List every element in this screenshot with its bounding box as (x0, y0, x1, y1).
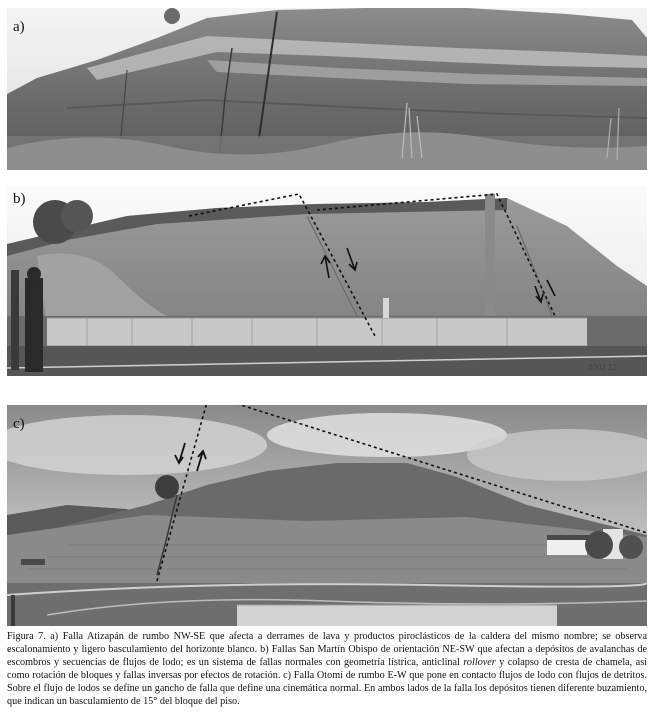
photo-panel-a (7, 8, 647, 170)
panel-label-a: a) (13, 19, 25, 35)
photo-panel-b (7, 186, 647, 376)
caption-text-part1: Figura 7. a) Falla Atizapán de rumbo NW-SE que afecta a derrames de lava y productos piroclásticos de la caldera del mismo nombre; se observa escalonamiento y ligero basculamiento del horizonte blanco. b) Fallas San Martín Obispo de orientación NE-SW que afectan a depósitos de avalanchas de escombros y secuencias de flujos de lodo; es un sistema de fallas normales con geometría lístrica, anticlinal (7, 631, 647, 668)
outcrop-photo-b (7, 186, 647, 376)
caption-text-part2: y colapso de cresta de chamela, así como rotación de bloques y fallas inversas por efectos de rotación. c) Falla Otomí de rumbo E-W que pone en contacto flujos de lodo con flujos de detritos. Sobre el flujo de lodos se define un gancho de falla que define una cinemática normal. En ambos lados de la falla los depósitos tienen diferente buzamiento, que indican un basculamiento de 15° del bloque del piso. (7, 656, 647, 707)
panel-label-b: b) (13, 191, 26, 207)
photo-date-stamp: 2003 12 (588, 363, 617, 372)
figure-caption (7, 631, 647, 708)
outcrop-photo-a (7, 8, 647, 170)
panel-label-c: c) (13, 416, 25, 432)
photo-panel-c (7, 405, 647, 626)
outcrop-photo-c (7, 405, 647, 626)
caption-italic-term: rollover (463, 656, 496, 668)
